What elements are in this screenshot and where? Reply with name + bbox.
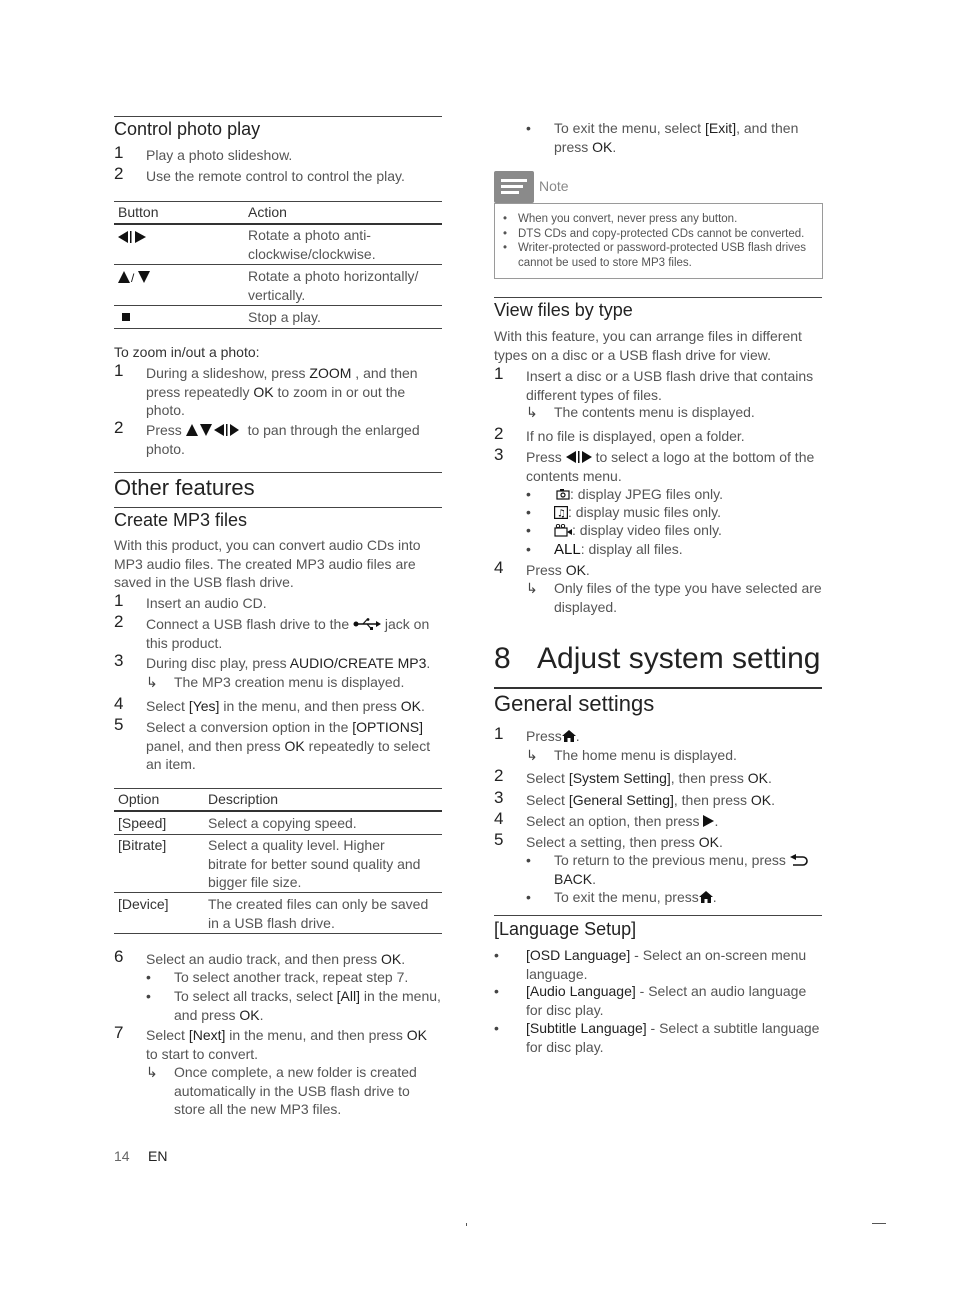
language-item: • [Audio Language] - Select an audio language for disc play. [494,983,807,1018]
photo-icon [556,488,570,500]
result-arrow-icon: ↳ [146,1064,158,1080]
chapter-title: Adjust system setting [537,642,821,675]
view-step-1: 1 Insert a disc or a USB flash drive that contains different types of files. [494,364,814,403]
page-number: 14 [114,1148,130,1164]
zoom-step-2: 2 Press to pan through the enlarged photo. [114,418,420,457]
table-row-option: [Bitrate] [118,837,167,853]
exit-bullet: • To exit the menu, select [Exit], and then press OK. [526,120,799,155]
mp3-step-2: 2 Connect a USB flash drive to the jack on this product. [114,612,430,651]
table-row-description: Select a quality level. Higher bitrate for better sound quality and bigger file size. [208,837,421,890]
left-right-arrows-icon [566,451,592,463]
table-header-option: Option [118,791,160,807]
view-step-3: 3 Press to select a logo at the bottom of the contents menu. [494,445,815,484]
table-row-action: Rotate a photo anti-clockwise/clockwise. [248,227,376,262]
svg-text:/: / [131,271,135,283]
bullet-item: • To return to the previous menu, press BACK. [526,851,822,889]
view-files-title: View files by type [494,300,633,320]
zoom-heading: To zoom in/out a photo: [114,344,260,360]
result-arrow-icon: ↳ [526,747,538,763]
note-icon [494,171,534,203]
section-rule [114,116,442,117]
result-arrow-icon: ↳ [146,674,158,690]
table-header-description: Description [208,791,279,807]
usb-icon [353,618,381,630]
general-settings-title: General settings [494,691,655,716]
chapter-number: 8 [494,642,511,675]
result-arrow-icon: ↳ [526,580,538,596]
bullet-item: • To select all tracks, select [All] in the menu, and press OK. [146,988,441,1023]
other-features-title: Other features [114,475,255,500]
svg-text:♫: ♫ [557,508,566,519]
music-icon [554,506,568,519]
table-header-button: Button [118,204,159,220]
table-row-action: Rotate a photo horizontally/ vertically. [248,268,419,303]
up-down-arrows-icon [118,270,150,286]
direction-arrows-icon [186,424,244,436]
zoom-step-1: 1 During a slideshow, press ZOOM , and then press repeatedly OK to zoom in or out the photo. [114,361,418,418]
crop-mark [872,1223,886,1224]
table-row-description: Select a copying speed. [208,815,357,831]
table-row-option: [Speed] [118,815,167,831]
create-mp3-intro: With this product, you can convert audio CDs into MP3 audio files. The created MP3 audio files are saved in the USB flash drive. [114,537,421,590]
stop-icon [122,313,130,321]
table-row-option: [Device] [118,896,169,912]
language-item: • [OSD Language] - Select an on-screen menu language. [494,947,807,982]
result-arrow-icon: ↳ [526,404,538,420]
home-icon [562,730,576,742]
left-right-arrows-icon [118,230,146,246]
crop-mark [466,1223,467,1226]
note-label: Note [539,178,569,194]
table-row-description: The created files can only be saved in a USB flash drive. [208,896,429,931]
view-files-intro: With this feature, you can arrange files in different types on a disc or a USB flash drive for view. [494,328,802,363]
mp3-step-5: 5 Select a conversion option in the [OPTIONS] panel, and then press OK repeatedly to select an item. [114,715,431,772]
home-icon [699,891,713,903]
button-action-table [114,201,442,331]
note-item: • Writer-protected or password-protected USB flash drives cannot be used to store MP3 files. [503,242,807,269]
language-item: • [Subtitle Language] - Select a subtitle language for disc play. [494,1020,820,1055]
option-description-table [114,788,442,936]
language-setup-title: [Language Setup] [494,919,637,939]
table-header-action: Action [248,204,287,220]
right-arrow-icon [703,815,714,827]
note-box: • When you convert, never press any button. • DTS CDs and copy-protected CDs cannot be converted. • Writer-protected or password-protected USB flash drives cannot be used to store MP3 files. [494,203,823,279]
table-row-action: Stop a play. [248,309,321,325]
create-mp3-title: Create MP3 files [114,510,248,530]
language-code: EN [148,1148,168,1164]
mp3-step-7: 7 Select [Next] in the menu, and then press OK to start to convert. [114,1023,427,1062]
all-label: ALL [554,541,581,558]
video-icon [554,524,572,537]
back-icon [790,854,808,866]
control-photo-play-title: Control photo play [114,119,261,139]
